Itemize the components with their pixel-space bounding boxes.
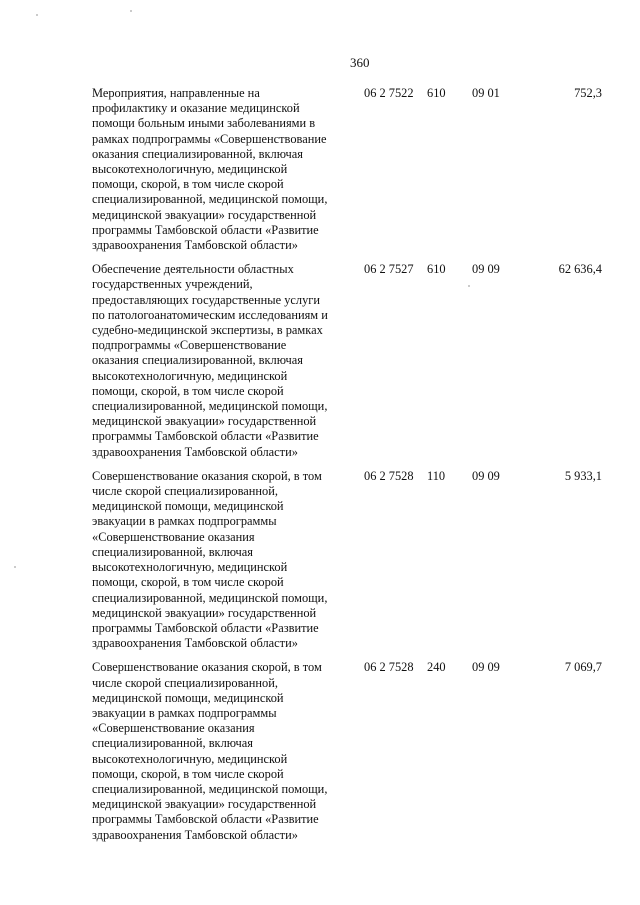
- description-line: здравоохранения Тамбовской области»: [92, 238, 298, 253]
- description-line: высокотехнологичную, медицинской: [92, 751, 288, 766]
- description-line: предоставляющих государственные услуги: [92, 292, 321, 307]
- scan-speck: [130, 10, 132, 12]
- description-line: рамках подпрограммы «Совершенствование: [92, 131, 327, 146]
- expense-type-code: 110: [427, 468, 446, 483]
- scan-speck: [14, 566, 16, 568]
- description-line: здравоохранения Тамбовской области»: [92, 827, 298, 842]
- expense-type-code: 240: [427, 660, 446, 675]
- description-line: оказания специализированной, включая: [92, 353, 303, 368]
- row-description: [92, 262, 354, 460]
- target-article-code: 06 2 7527: [364, 262, 414, 277]
- description-line: высокотехнологичную, медицинской: [92, 560, 288, 575]
- description-line: специализированной, включая: [92, 544, 253, 559]
- description-line: по патологоанатомическим исследованиям и: [92, 307, 328, 322]
- row-description: [92, 86, 354, 253]
- amount-value: 62 636,4: [558, 262, 602, 277]
- description-line: медицинской помощи, медицинской: [92, 499, 284, 514]
- description-line: специализированной, включая: [92, 736, 253, 751]
- description-line: Совершенствование оказания скорой, в том: [92, 468, 322, 483]
- description-line: числе скорой специализированной,: [92, 675, 278, 690]
- section-code: 09 09: [472, 262, 500, 277]
- section-code: 09 09: [472, 660, 500, 675]
- section-code: 09 09: [472, 468, 500, 483]
- description-line: числе скорой специализированной,: [92, 484, 278, 499]
- amount-value: 752,3: [574, 86, 602, 100]
- expense-type-code: 610: [427, 86, 446, 100]
- table-row: [92, 469, 602, 651]
- description-line: здравоохранения Тамбовской области»: [92, 444, 298, 459]
- description-line: здравоохранения Тамбовской области»: [92, 636, 298, 651]
- description-line: помощи больным иными заболеваниями в: [92, 116, 316, 131]
- description-line: Совершенствование оказания скорой, в том: [92, 660, 322, 675]
- description-line: медицинской эвакуации» государственной: [92, 797, 317, 812]
- table-row: [92, 660, 602, 842]
- description-line: Мероприятия, направленные на: [92, 86, 260, 100]
- description-line: судебно-медицинской экспертизы, в рамках: [92, 323, 323, 338]
- description-line: помощи, скорой, в том числе скорой: [92, 575, 284, 590]
- table-row: [92, 262, 602, 460]
- description-line: эвакуации в рамках подпрограммы: [92, 514, 277, 529]
- target-article-code: 06 2 7528: [364, 660, 414, 675]
- description-line: медицинской эвакуации» государственной: [92, 605, 317, 620]
- scan-speck: [36, 14, 38, 16]
- description-line: специализированной, медицинской помощи,: [92, 192, 328, 207]
- description-line: специализированной, медицинской помощи,: [92, 781, 328, 796]
- description-line: специализированной, медицинской помощи,: [92, 399, 328, 414]
- description-line: «Совершенствование оказания: [92, 529, 255, 544]
- description-line: подпрограммы «Совершенствование: [92, 338, 287, 353]
- description-line: медицинской эвакуации» государственной: [92, 207, 317, 222]
- description-line: высокотехнологичную, медицинской: [92, 162, 288, 177]
- amount-value: 7 069,7: [564, 660, 602, 675]
- description-line: специализированной, медицинской помощи,: [92, 590, 328, 605]
- description-line: «Совершенствование оказания: [92, 721, 255, 736]
- description-line: программы Тамбовской области «Развитие: [92, 812, 319, 827]
- target-article-code: 06 2 7522: [364, 86, 414, 100]
- description-line: Обеспечение деятельности областных: [92, 262, 294, 277]
- description-line: оказания специализированной, включая: [92, 146, 303, 161]
- description-line: государственных учреждений,: [92, 277, 253, 292]
- amount-value: 5 933,1: [564, 468, 602, 483]
- page-number: 360: [350, 55, 370, 70]
- description-line: профилактику и оказание медицинской: [92, 101, 300, 116]
- description-line: программы Тамбовской области «Развитие: [92, 222, 319, 237]
- description-line: программы Тамбовской области «Развитие: [92, 620, 319, 635]
- description-line: эвакуации в рамках подпрограммы: [92, 705, 277, 720]
- description-line: помощи, скорой, в том числе скорой: [92, 766, 284, 781]
- budget-table: [92, 86, 602, 852]
- section-code: 09 01: [472, 86, 500, 100]
- description-line: высокотехнологичную, медицинской: [92, 368, 288, 383]
- target-article-code: 06 2 7528: [364, 468, 414, 483]
- description-line: помощи, скорой, в том числе скорой: [92, 177, 284, 192]
- description-line: медицинской эвакуации» государственной: [92, 414, 317, 429]
- table-row: [92, 86, 602, 253]
- row-description: [92, 660, 354, 842]
- description-line: программы Тамбовской области «Развитие: [92, 429, 319, 444]
- description-line: медицинской помощи, медицинской: [92, 690, 284, 705]
- expense-type-code: 610: [427, 262, 446, 277]
- row-description: [92, 469, 354, 651]
- description-line: помощи, скорой, в том числе скорой: [92, 383, 284, 398]
